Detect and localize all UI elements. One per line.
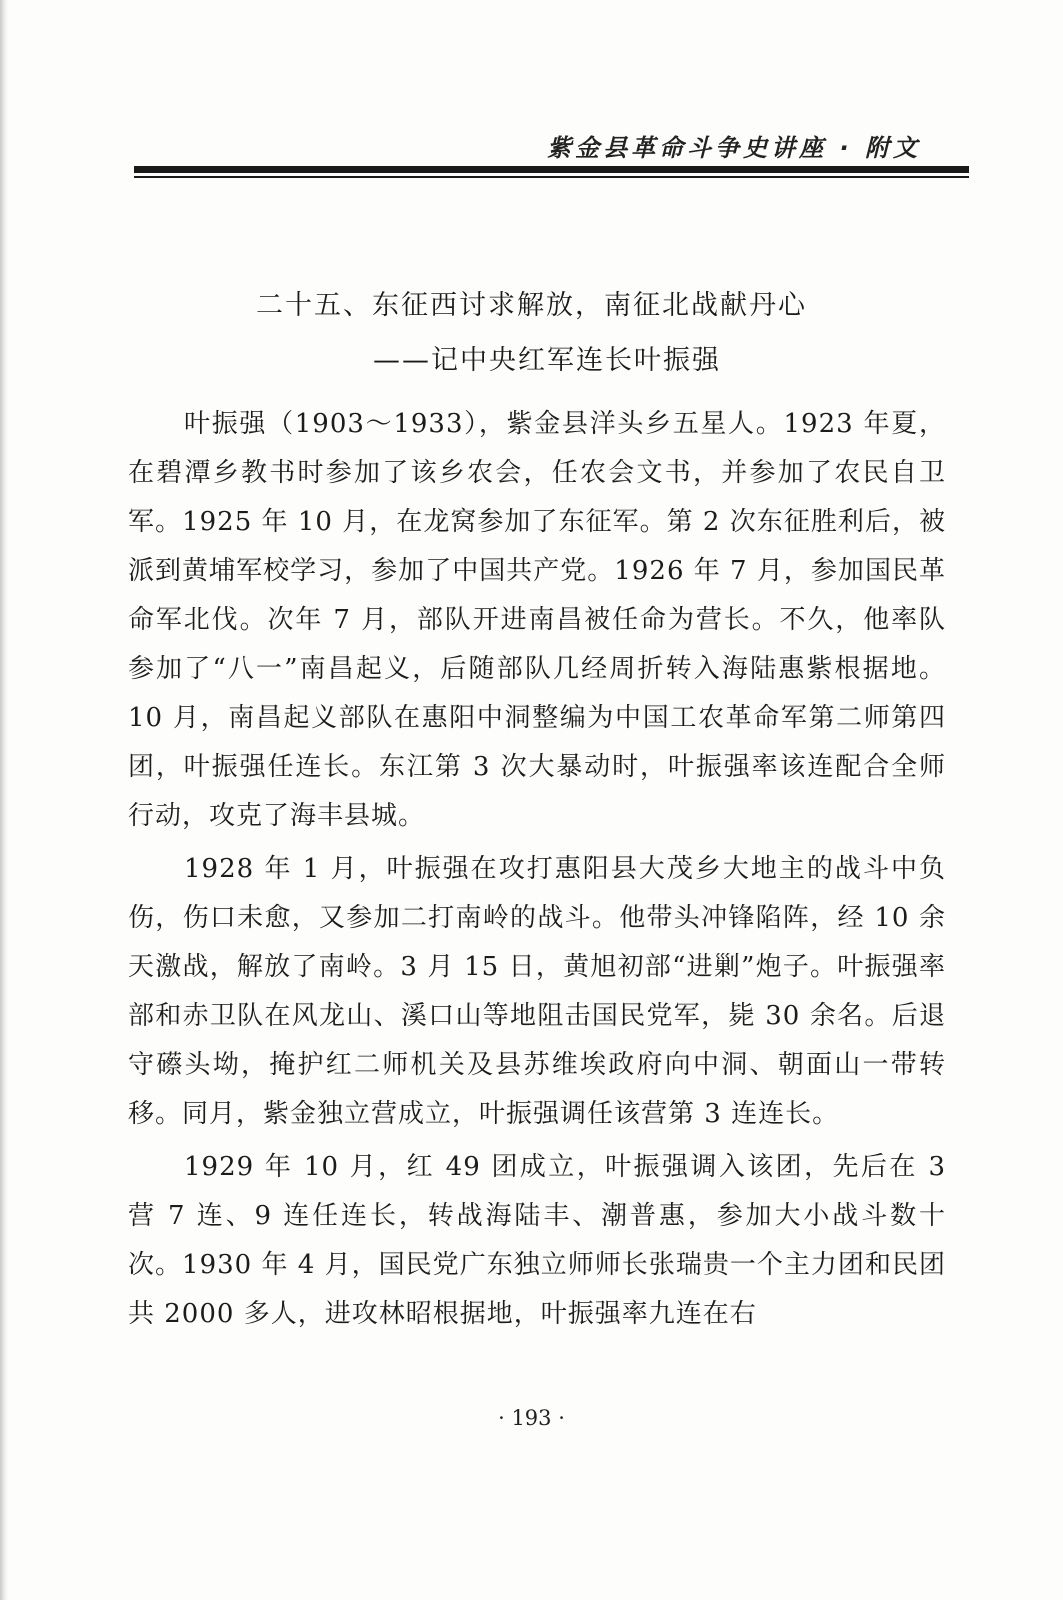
binding-edge xyxy=(0,0,8,1600)
paragraph: 叶振强（1903～1933），紫金县洋头乡五星人。1923 年夏，在碧潭乡教书时参加了该乡农会，任农会文书，并参加了农民自卫军。1925 年 10 月，在龙窝参加了东征军。第 2 次东征胜利后，被派到黄埔军校学习，参加了中国共产党。1926 年 7 月，参加国民革命军北伐。次年 7 月，部队开进南昌被任命为营长。不久，他率队参加了“八一”南昌起义，后随部队几经周折转入海陆惠紫根据地。10 月，南昌起义部队在惠阳中洞整编为中国工农革命军第二师第四团，叶振强任连长。东江第 3 次大暴动时，叶振强率该连配合全师行动，攻克了海丰县城。 xyxy=(128,409,946,831)
page-number: · 193 · xyxy=(498,1406,565,1430)
header-rule-thin xyxy=(134,176,969,178)
paragraph: 1928 年 1 月，叶振强在攻打惠阳县大茂乡大地主的战斗中负伤，伤口未愈，又参加二打南岭的战斗。他带头冲锋陷阵，经 10 余天激战，解放了南岭。3 月 15 日，黄旭初部“进剿”炮子。叶振强率部和赤卫队在风龙山、溪口山等地阻击国民党军，毙 30 余名。后退守礤头坳，掩护红二师机关及县苏维埃政府向中洞、朝面山一带转移。同月，紫金独立营成立，叶振强调任该营第 3 连连长。 xyxy=(128,854,946,1129)
paragraph: 1929 年 10 月，红 49 团成立，叶振强调入该团，先后在 3 营 7 连、9 连任连长，转战海陆丰、潮普惠，参加大小战斗数十次。1930 年 4 月，国民党广东独立师师长张瑞贵一个主力团和民团共 2000 多人，进攻林昭根据地，叶振强率九连在右 xyxy=(128,1152,946,1329)
header-rule-thick xyxy=(134,166,969,173)
article-subtitle: ——记中央红军连长叶振强 xyxy=(373,345,721,376)
running-header: 紫金县革命斗争史讲座 · 附文 xyxy=(547,134,921,162)
article-body xyxy=(128,400,946,1339)
article-title: 二十五、东征西讨求解放，南征北战献丹心 xyxy=(256,290,807,321)
